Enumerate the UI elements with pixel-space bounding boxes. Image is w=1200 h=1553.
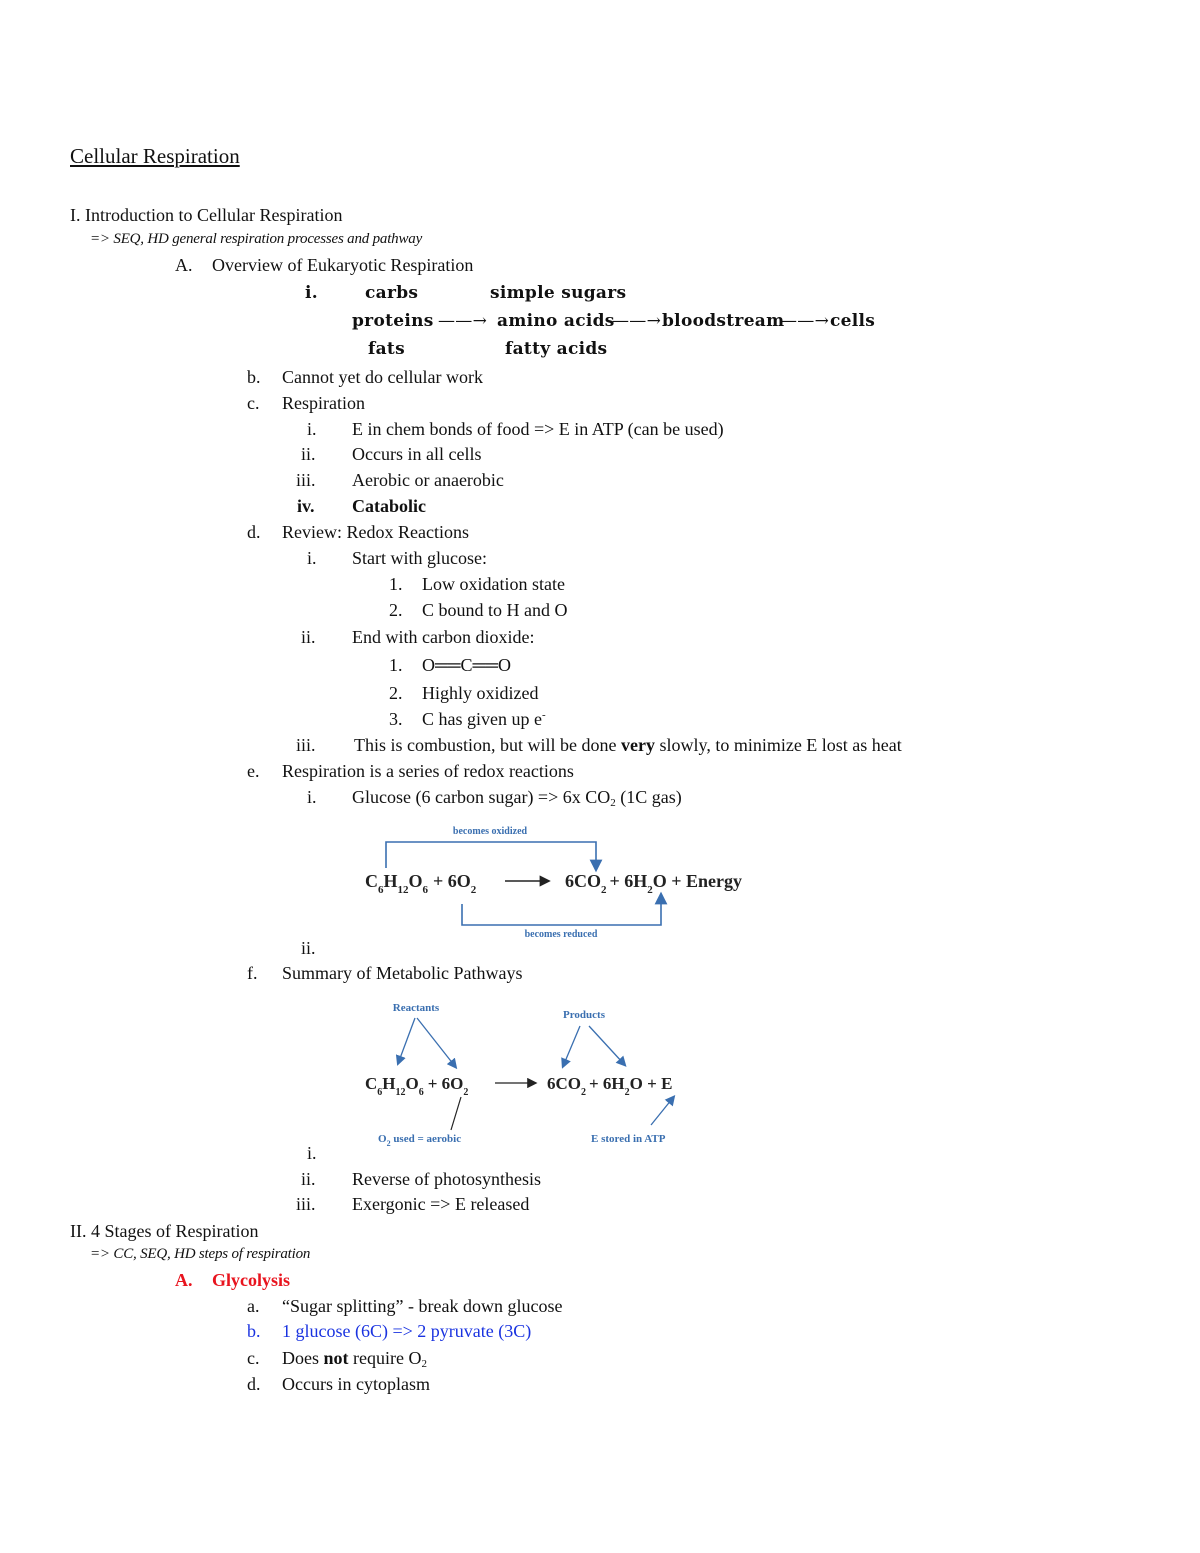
o2-used-aerobic-label: $O_2$ used = aerobic [378, 1133, 462, 1148]
outline-text: Glucose (6 carbon sugar) => 6x $CO_2$ (1C gas) [352, 787, 682, 809]
section-2-heading: II. 4 Stages of Respiration [70, 1221, 259, 1241]
outline-text: C bound to H and O [422, 600, 568, 620]
outline-marker: ii. [301, 627, 316, 647]
outline-text: Review: Redox Reactions [282, 522, 469, 542]
section-2-note: => CC, SEQ, HD steps of respiration [90, 1246, 311, 1262]
outline-marker: 3. [389, 709, 403, 729]
flow-amino-acids: amino acids [497, 311, 615, 331]
outline-text: End with carbon dioxide: [352, 627, 535, 647]
outline-marker: e. [247, 761, 260, 781]
outline-marker: f. [247, 963, 258, 983]
outline-marker: ii. [301, 1169, 316, 1189]
outline-marker: 2. [389, 600, 403, 620]
becomes-reduced-label: becomes reduced [524, 929, 598, 940]
outline-text: Occurs in cytoplasm [282, 1374, 430, 1394]
flow-arrow: ——→ [438, 311, 488, 331]
overview-heading: Overview of Eukaryotic Respiration [212, 255, 474, 275]
outline-marker: d. [247, 522, 261, 542]
outline-text: “Sugar splitting” - break down glucose [282, 1296, 563, 1316]
glycolysis-heading: Glycolysis [212, 1270, 291, 1290]
outline-text: Catabolic [352, 496, 426, 516]
outline-marker: i. [307, 419, 317, 439]
products-label: Products [563, 1009, 605, 1021]
metabolic-products: $6CO_2 + 6H_2O + E$ [547, 1074, 673, 1098]
outline-text: Respiration [282, 393, 365, 413]
flow-proteins: proteins [352, 311, 434, 331]
flow-fats: fats [368, 339, 405, 359]
outline-marker: a. [247, 1296, 260, 1316]
flow-arrow: ——→ [612, 311, 662, 331]
becomes-oxidized-label: becomes oxidized [452, 826, 528, 837]
reactants-label: Reactants [392, 1002, 440, 1014]
outline-marker: 2. [389, 683, 403, 703]
flow-arrow: ——→ [780, 311, 830, 331]
outline-marker: ii. [301, 938, 316, 958]
outline-text: 1 glucose (6C) => 2 pyruvate (3C) [282, 1321, 532, 1341]
outline-text: Low oxidation state [422, 574, 565, 594]
flow-bloodstream: bloodstream [662, 311, 785, 331]
products-arrow-right [589, 1026, 623, 1063]
flow-carbs: carbs [365, 283, 419, 303]
outline-text: Exergonic => E released [352, 1194, 530, 1214]
outline-marker: b. [247, 1321, 261, 1341]
o2-pointer-line [451, 1097, 461, 1130]
reactants-arrow-right [417, 1018, 454, 1065]
outline-marker: 1. [389, 574, 403, 594]
metabolic-summary-diagram [355, 995, 695, 1150]
outline-marker: c. [247, 393, 260, 413]
products-arrow-left [564, 1026, 580, 1064]
outline-marker: d. [247, 1374, 261, 1394]
outline-marker: A. [175, 1270, 193, 1290]
outline-text: Highly oxidized [422, 683, 539, 703]
outline-text: E in chem bonds of food => E in ATP (can be used) [352, 419, 724, 439]
outline-marker: i. [307, 787, 317, 807]
outline-marker: iii. [296, 1194, 316, 1214]
redox-diagram [350, 820, 780, 945]
reduced-bracket [462, 898, 661, 925]
outline-marker: A. [175, 255, 193, 275]
reactants-arrow-left [399, 1018, 415, 1061]
outline-text: This is combustion, but will be done very slowly, to minimize E lost as heat [354, 735, 902, 755]
outline-marker: iv. [297, 496, 315, 516]
outline-marker: c. [247, 1348, 260, 1368]
e-stored-atp-label: E stored in ATP [591, 1133, 666, 1145]
outline-marker: i. [307, 1143, 317, 1163]
outline-text: Reverse of photosynthesis [352, 1169, 541, 1189]
flow-fatty-acids: fatty acids [505, 339, 608, 359]
outline-text: Start with glucose: [352, 548, 487, 568]
outline-marker: 1. [389, 655, 403, 675]
outline-marker: b. [247, 367, 261, 387]
section-1-heading: I. Introduction to Cellular Respiration [70, 205, 343, 225]
outline-text: Respiration is a series of redox reactions [282, 761, 574, 781]
outline-marker: iii. [296, 470, 316, 490]
page-title: Cellular Respiration [70, 144, 240, 168]
outline-text: Cannot yet do cellular work [282, 367, 483, 387]
flow-cells: cells [830, 311, 876, 331]
flow-simple-sugars: simple sugars [490, 283, 627, 303]
outline-marker: iii. [296, 735, 316, 755]
redox-equation: $C_6H_{12}O_6 + 6O_2$ [365, 871, 477, 896]
outline-marker: ii. [301, 444, 316, 464]
outline-marker: i. [307, 548, 317, 568]
oxidized-bracket [386, 842, 596, 868]
section-1-note: => SEQ, HD general respiration processes and pathway [90, 231, 423, 247]
atp-pointer-arrow [651, 1099, 672, 1125]
outline-text: Does not require $O_2$ [282, 1348, 427, 1370]
outline-text: Aerobic or anaerobic [352, 470, 504, 490]
redox-products: $6CO_2 + 6H_2O$ + Energy [565, 871, 743, 896]
co2-structure: O══C══O [422, 655, 512, 675]
metabolic-equation: $C_6H_{12}O_6 + 6O_2$ [365, 1074, 469, 1098]
outline-text: Occurs in all cells [352, 444, 482, 464]
outline-text: C has given up e- [422, 709, 546, 729]
outline-text: Summary of Metabolic Pathways [282, 963, 523, 983]
outline-marker: i. [305, 283, 318, 303]
